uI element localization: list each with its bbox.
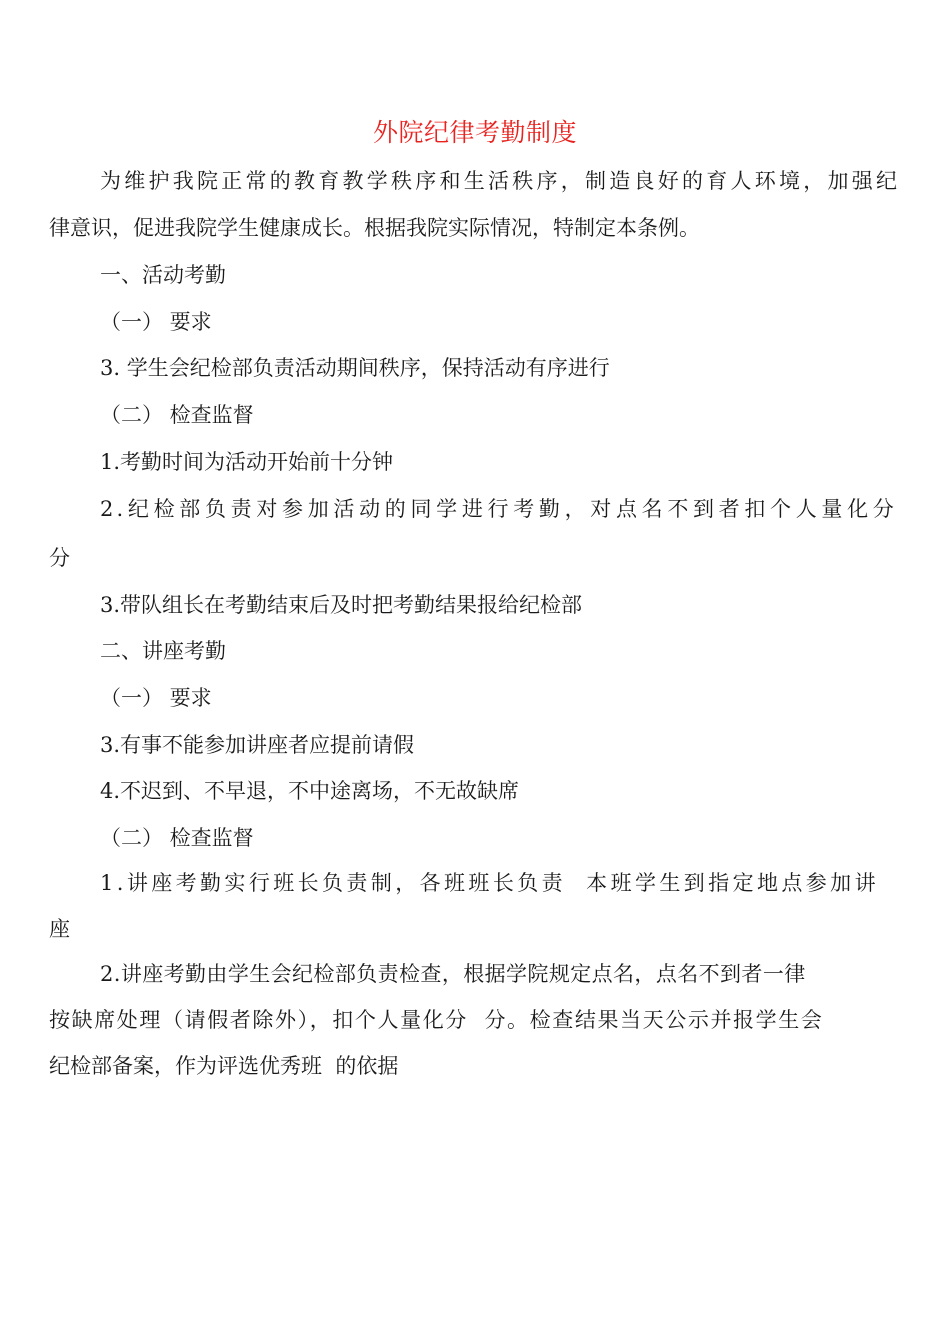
section-2-check-item-1-text: 1.讲座考勤实行班长负责制，各班班长负责 本班学生到指定地点参加讲 bbox=[100, 871, 879, 895]
section-2-check-item-2-line-3: 纪检部备案，作为评选优秀班 的依据 bbox=[49, 1054, 399, 1078]
intro-paragraph-line-1 bbox=[100, 166, 897, 196]
section-1-subheading-supervision: （二） 检查监督 bbox=[100, 403, 254, 427]
section-1-requirement-item-3: 3. 学生会纪检部负责活动期间秩序，保持活动有序进行 bbox=[100, 356, 610, 380]
section-2-check-item-1-line-2: 座 bbox=[49, 917, 70, 941]
section-2-subheading-supervision: （二） 检查监督 bbox=[100, 826, 254, 850]
section-1-subheading-requirements: （一） 要求 bbox=[100, 310, 212, 334]
intro-line-1-text: 为维护我院正常的教育教学秩序和生活秩序，制造良好的育人环境，加强纪 bbox=[100, 169, 897, 193]
section-2-check-item-2-line-2 bbox=[49, 1005, 897, 1035]
section-1-check-item-2-line-1 bbox=[100, 494, 897, 524]
section-2-requirement-item-4: 4.不迟到、不早退，不中途离场，不无故缺席 bbox=[100, 779, 520, 803]
section-2-requirement-item-3: 3.有事不能参加讲座者应提前请假 bbox=[100, 733, 415, 757]
section-1-check-item-1: 1.考勤时间为活动开始前十分钟 bbox=[100, 450, 394, 474]
section-1-heading: 一、活动考勤 bbox=[100, 263, 226, 287]
section-2-check-item-1-line-1 bbox=[100, 868, 897, 898]
section-2-check-item-2-text-2: 按缺席处理（请假者除外），扣个人量化分 分。检查结果当天公示并报学生会 bbox=[49, 1008, 824, 1032]
document-title: 外院纪律考勤制度 bbox=[372, 118, 577, 147]
section-1-check-item-3: 3.带队组长在考勤结束后及时把考勤结果报给纪检部 bbox=[100, 593, 583, 617]
section-2-subheading-requirements: （一） 要求 bbox=[100, 686, 212, 710]
section-2-heading: 二、讲座考勤 bbox=[100, 639, 226, 663]
section-2-check-item-2-line-1 bbox=[100, 959, 897, 989]
intro-paragraph-line-2: 律意识，促进我院学生健康成长。根据我院实际情况，特制定本条例。 bbox=[49, 216, 700, 240]
section-2-check-item-2-text-1: 2.讲座考勤由学生会纪检部负责检查，根据学院规定点名，点名不到者一律 bbox=[100, 962, 806, 986]
section-1-check-item-2-text: 2.纪检部负责对参加活动的同学进行考勤，对点名不到者扣个人量化分 bbox=[100, 497, 897, 521]
section-1-check-item-2-line-2: 分 bbox=[49, 546, 70, 570]
